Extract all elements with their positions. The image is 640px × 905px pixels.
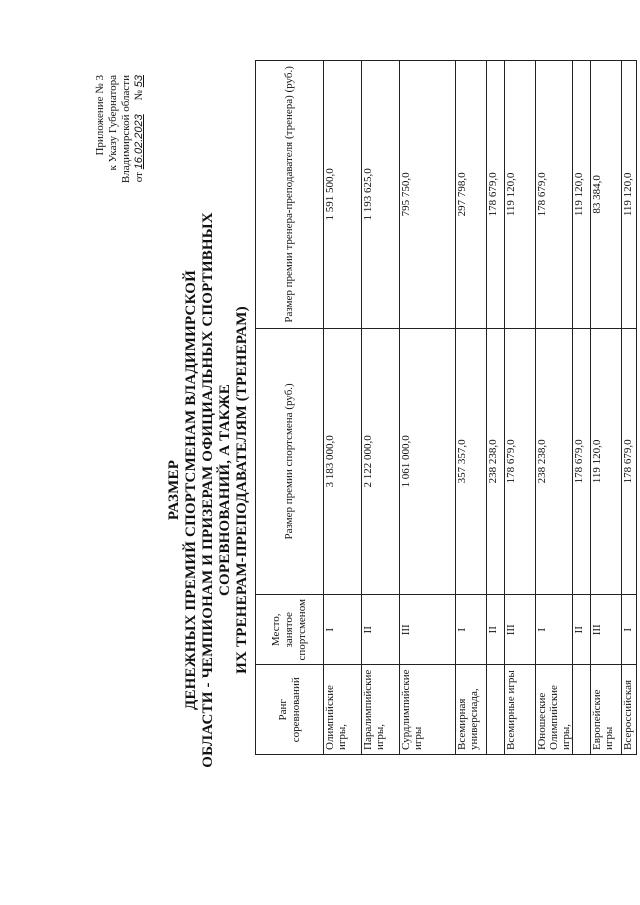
coach-prize-cell: 178 679,0: [487, 61, 505, 329]
header-place: Место, занятое спортсменом: [256, 595, 324, 665]
coach-prize-cell: 795 750,0: [400, 61, 456, 329]
athlete-prize-cell: 178 679,0: [622, 328, 637, 594]
table-row: [324, 61, 362, 755]
appendix-line-1: Приложение № 3: [94, 75, 106, 156]
coach-prize-cell: 119 120,0: [505, 61, 536, 329]
athlete-prize-cell: 238 238,0: [487, 328, 505, 594]
athlete-prize-cell: 178 679,0: [505, 328, 536, 594]
rank-cell: Сурдлимпийские игры: [400, 665, 456, 755]
coach-prize-cell: 119 120,0: [573, 61, 591, 329]
rank-cell: [573, 665, 591, 755]
place-cell: I: [324, 595, 362, 665]
appendix-number: 53: [133, 75, 145, 88]
rank-cell: Всероссийская: [622, 665, 637, 755]
coach-prize-cell: 1 591 500,0: [324, 61, 362, 329]
table-row: [362, 61, 400, 755]
date-prefix: от: [133, 172, 145, 183]
athlete-prize-cell: 238 238,0: [536, 328, 573, 594]
title-line-4: ИХ ТРЕНЕРАМ-ПРЕПОДАВАТЕЛЯМ (ТРЕНЕРАМ): [234, 306, 250, 674]
rank-cell: Всемирная универсиада,: [456, 665, 487, 755]
rank-cell: Всемирные игры: [505, 665, 536, 755]
athlete-prize-cell: 178 679,0: [573, 328, 591, 594]
athlete-prize-cell: 3 183 000,0: [324, 328, 362, 594]
athlete-prize-cell: 2 122 000,0: [362, 328, 400, 594]
table-row: [536, 61, 573, 755]
title-line-3: ОБЛАСТИ - ЧЕМПИОНАМ И ПРИЗЕРАМ ОФИЦИАЛЬНЫХ СПОРТИВНЫХ СОРЕВНОВАНИЙ, А ТАКЖЕ: [200, 212, 233, 768]
appendix-date: 16.02.2023: [133, 114, 145, 170]
place-cell: III: [591, 595, 622, 665]
table-row: [591, 61, 622, 755]
coach-prize-cell: 1 193 625,0: [362, 61, 400, 329]
place-cell: III: [400, 595, 456, 665]
appendix-line-2: к Указу Губернатора: [107, 75, 119, 171]
rank-cell: Паралимпийские игры,: [362, 665, 400, 755]
header-coach: Размер премии тренера-преподавателя (тренера) (руб.): [256, 61, 324, 329]
rank-cell: Олимпийские игры,: [324, 665, 362, 755]
place-cell: III: [505, 595, 536, 665]
rank-cell: [487, 665, 505, 755]
title-line-1: РАЗМЕР: [166, 459, 182, 521]
title-line-2: ДЕНЕЖНЫХ ПРЕМИЙ СПОРТСМЕНАМ ВЛАДИМИРСКОЙ: [183, 269, 199, 711]
prize-table: [255, 60, 637, 755]
place-cell: II: [362, 595, 400, 665]
coach-prize-cell: 83 384,0: [591, 61, 622, 329]
coach-prize-cell: 178 679,0: [536, 61, 573, 329]
table-row: [622, 61, 637, 755]
coach-prize-cell: 119 120,0: [622, 61, 637, 329]
table-row: [400, 61, 456, 755]
table-row: [487, 61, 505, 755]
place-cell: II: [487, 595, 505, 665]
place-cell: I: [622, 595, 637, 665]
athlete-prize-cell: 357 357,0: [456, 328, 487, 594]
appendix-block: [94, 75, 146, 265]
place-cell: I: [536, 595, 573, 665]
table-row: [505, 61, 536, 755]
document-title: [166, 170, 251, 810]
appendix-line-3: Владимирской области: [120, 75, 132, 184]
header-rank: Ранг соревнований: [256, 665, 324, 755]
table-row: [456, 61, 487, 755]
coach-prize-cell: 297 798,0: [456, 61, 487, 329]
athlete-prize-cell: 119 120,0: [591, 328, 622, 594]
rank-cell: Европейские игры: [591, 665, 622, 755]
place-cell: I: [456, 595, 487, 665]
athlete-prize-cell: 1 061 000,0: [400, 328, 456, 594]
table-row: [573, 61, 591, 755]
rank-cell: Юношеские Олимпийские игры,: [536, 665, 573, 755]
header-athlete: Размер премии спортсмена (руб.): [256, 328, 324, 594]
table-header-row: [256, 61, 324, 755]
number-prefix: №: [133, 90, 145, 101]
place-cell: II: [573, 595, 591, 665]
appendix-date-row: [133, 75, 146, 265]
